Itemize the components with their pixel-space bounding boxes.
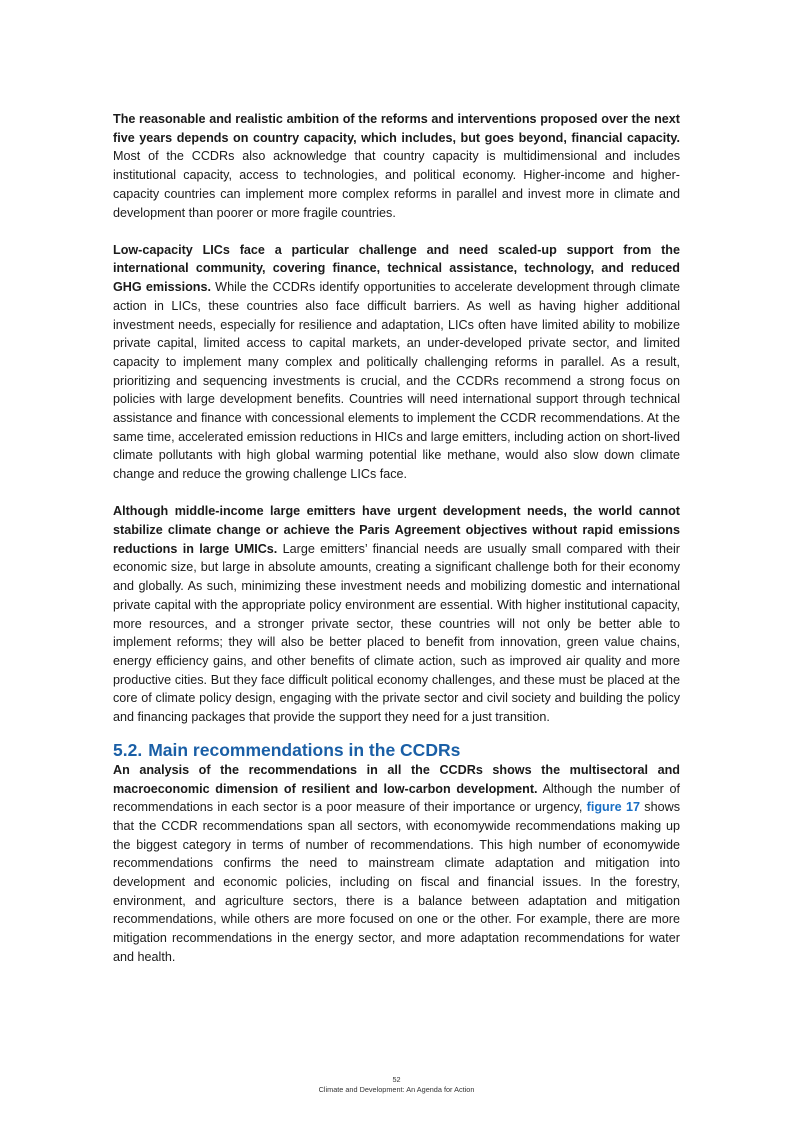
section-title: Main recommendations in the CCDRs (148, 739, 461, 760)
section-heading (113, 739, 680, 761)
section-number: 5.2. (113, 739, 143, 760)
paragraph-body-continued: shows that the CCDR recommendations span all sectors, with economywide recommendations making up the biggest category in terms of number of recommendations. This high number of economywide recommendations confirms the need to mainstream climate adaptation and mitigation into development and economic policies, including on fiscal and financial issues. In the forestry, environment, and agriculture sectors, there is a balance between adaptation and mitigation recommendations, while others are more focused on one or the other. For example, there are more mitigation recommendations in the energy sector, and more adaptation recommendations for water and health. (113, 800, 680, 964)
paragraph-low-capacity-lics (113, 241, 680, 484)
paragraph-country-capacity (113, 110, 680, 222)
paragraph-lead: An analysis of the recommendations in all the CCDRs shows the multisectoral and macroeconomic dimension of resilient and low-carbon development. (113, 762, 680, 796)
paragraph-body: Although the number of recommendations in each sector is a poor measure of their importance or urgency, (113, 781, 680, 815)
paragraph-lead: The reasonable and realistic ambition of the reforms and interventions proposed over the next five years depends on country capacity, which includes, but goes beyond, financial capacity. (113, 112, 680, 145)
paragraph-large-emitters (113, 502, 680, 726)
paragraph-main-recommendations (113, 761, 680, 967)
figure-17-link[interactable]: figure 17 (586, 800, 640, 815)
paragraph-lead: Low-capacity LICs face a particular challenge and need scaled-up support from the international community, covering finance, technical assistance, technology, and reduced GHG emissions. (113, 242, 680, 295)
paragraph-body: Most of the CCDRs also acknowledge that country capacity is multidimensional and includes institutional capacity, access to technologies, and political economy. Higher-income and higher-capacity countries can implement more complex reforms in parallel and invest more in climate and development than poorer or more fragile countries. (113, 149, 680, 220)
document-title: Climate and Development: An Agenda for Action (318, 1085, 475, 1094)
paragraph-body: While the CCDRs identify opportunities to accelerate development through climate action in LICs, these countries also face difficult barriers. As well as having higher additional investment needs, especially for resilience and adaptation, LICs often have limited ability to mobilize private capital, limited access to capital markets, an under-developed private sector, and limited capacity to implement many complex and politically challenging reforms in parallel. As a result, prioritizing and sequencing investments is crucial, and the CCDRs recommend a strong focus on policies with large development benefits. Countries will need international support through technical assistance and finance with concessional elements to implement the CCDR recommendations. At the same time, accelerated emission reductions in HICs and large emitters, including action on short-lived climate pollutants with high global warming potential like methane, would also slow down climate change and reduce the growing challenge LICs face. (113, 280, 680, 482)
page-footer (0, 1075, 793, 1095)
paragraph-lead: Although middle-income large emitters have urgent development needs, the world cannot stabilize climate change or achieve the Paris Agreement objectives without rapid emissions reductions in large UMICs. (113, 504, 680, 556)
page-number: 52 (392, 1075, 401, 1084)
page-content (113, 110, 680, 985)
paragraph-body: Large emitters’ financial needs are usually small compared with their economic size, but large in absolute amounts, creating a significant challenge both for their economy and globally. As such, minimizing these investment needs and mobilizing domestic and international private capital with the appropriate policy environment are essential. With higher institutional capacity, more resources, and a stronger private sector, these countries will not only be better able to implement reforms; they will also be better placed to benefit from innovation, green value chains, energy efficiency gains, and other benefits of climate action, such as improved air quality and more productive cities. But they face difficult political economy challenges, and these must be placed at the core of climate policy design, engaging with the private sector and civil society and building the policy and financing packages that provide the support they need for a just transition. (113, 541, 680, 725)
